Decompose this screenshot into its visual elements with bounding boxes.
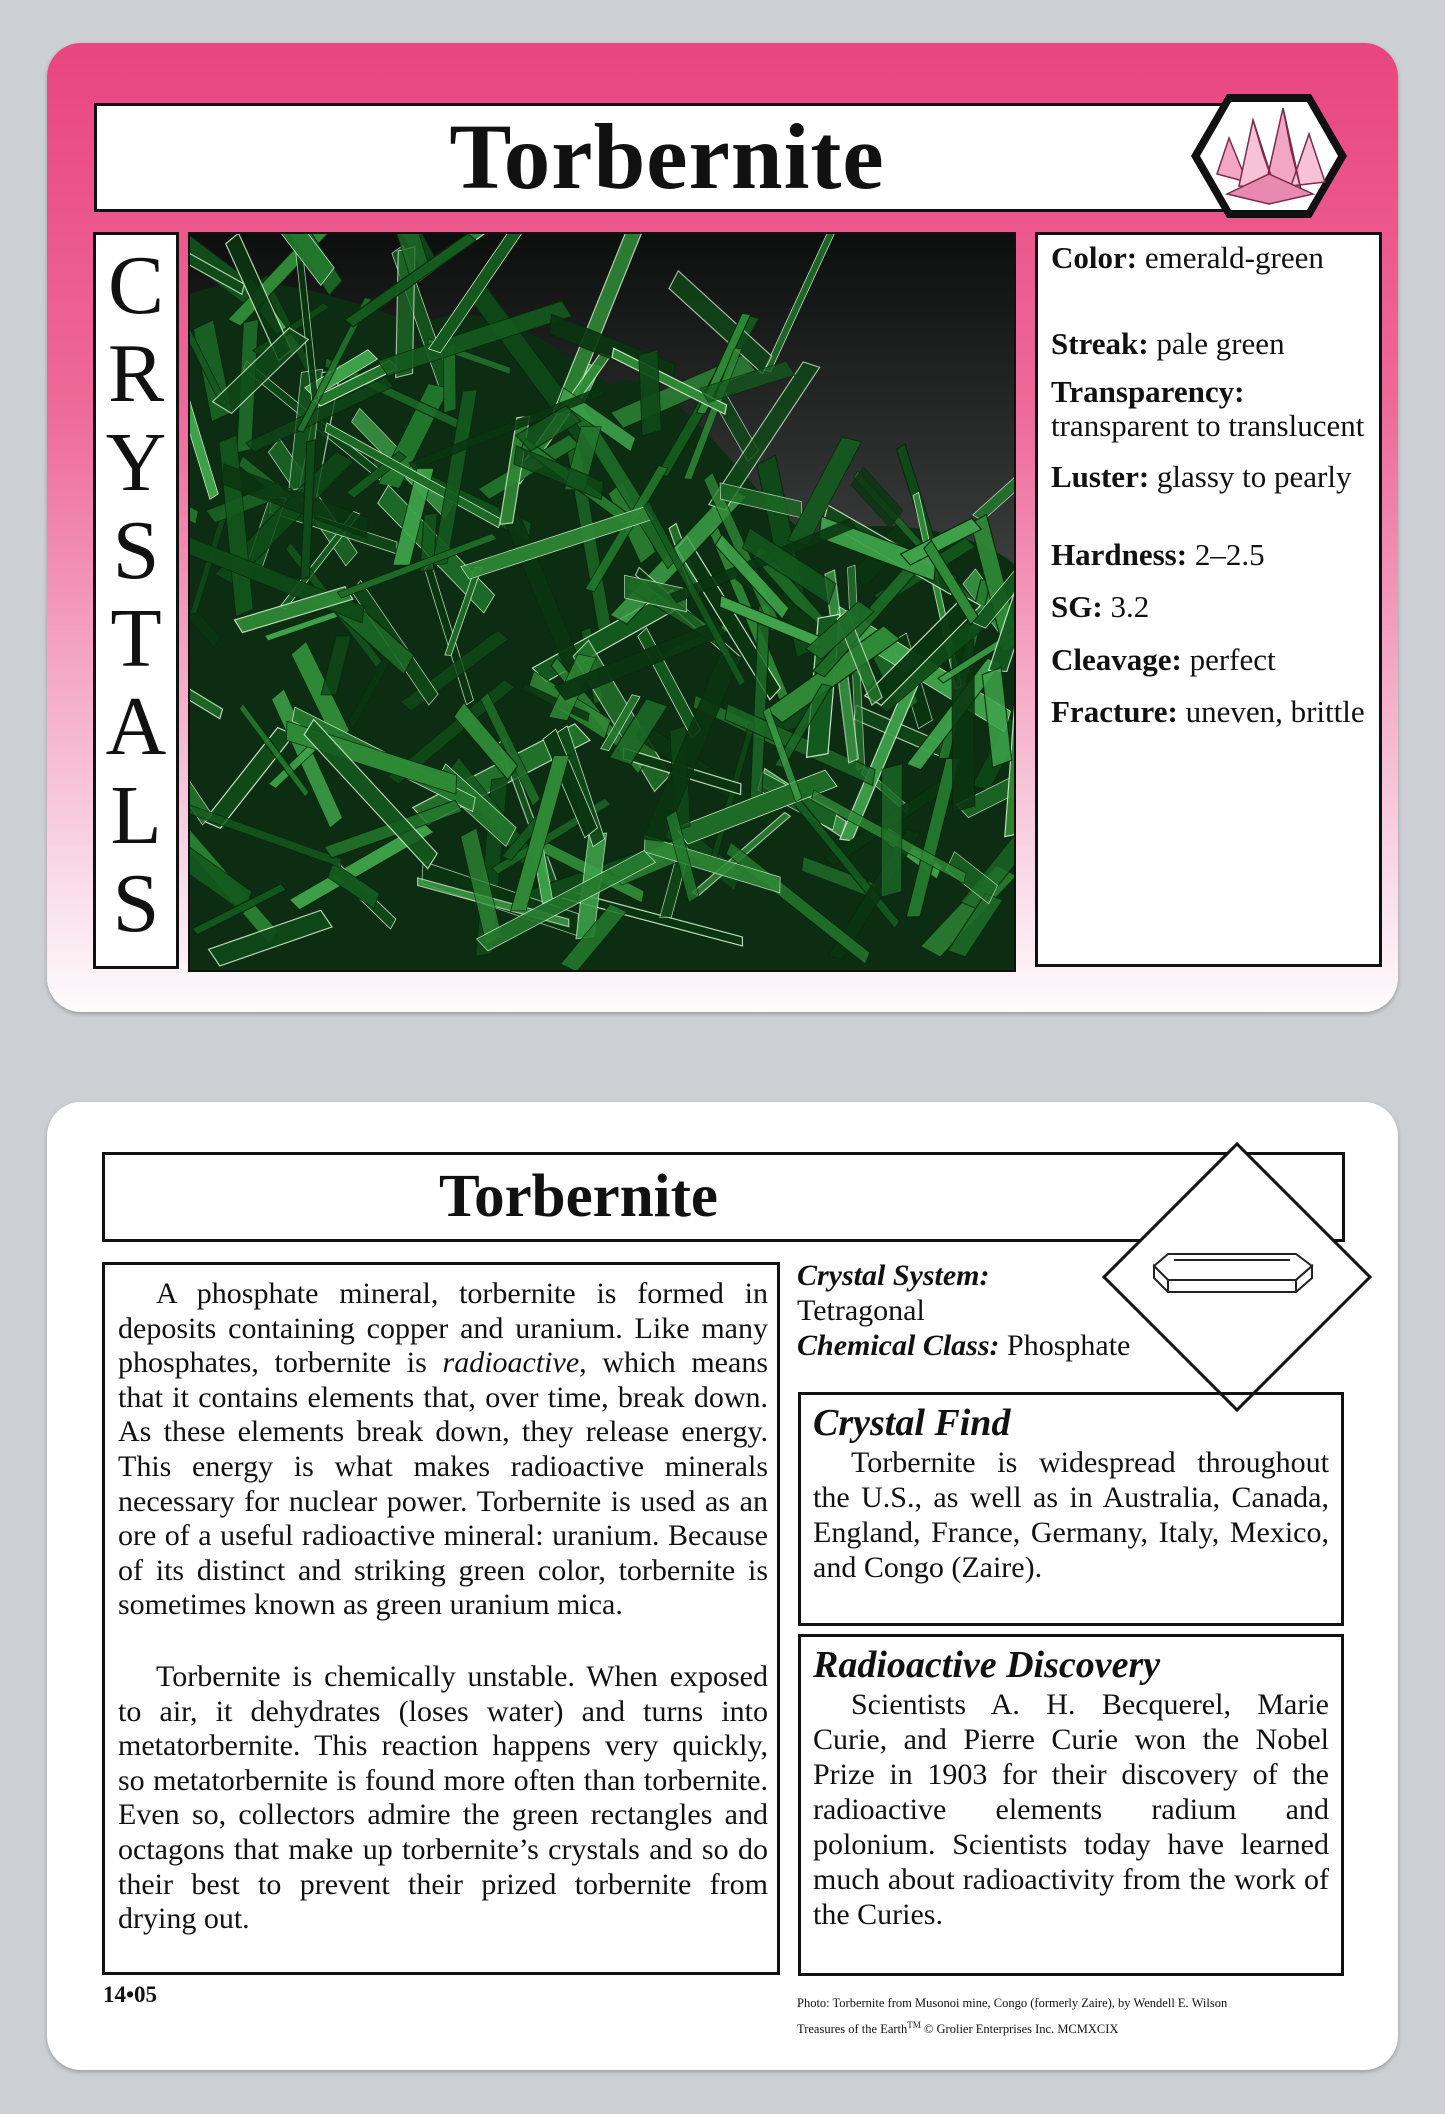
property-label: SG: <box>1051 589 1103 624</box>
tetragonal-crystal-shape-icon <box>1102 1142 1372 1412</box>
property-luster <box>1051 460 1373 494</box>
front-card <box>47 43 1398 1012</box>
property-value: perfect <box>1181 642 1276 677</box>
property-streak <box>1051 327 1373 361</box>
side-label-letter: S <box>112 856 160 950</box>
credits <box>797 1992 1357 2040</box>
side-label-letter: T <box>110 592 162 686</box>
side-label-letter: A <box>105 680 167 774</box>
property-value: emerald-green <box>1137 240 1324 275</box>
property-label: Luster: <box>1051 459 1150 494</box>
side-label-letter: C <box>107 239 165 332</box>
crystal-system-value: Tetragonal <box>797 1294 925 1327</box>
property-value: transparent to translucent <box>1051 408 1365 443</box>
torbernite-specimen-image <box>190 234 1014 970</box>
property-label: Hardness: <box>1051 537 1188 572</box>
properties-panel <box>1035 232 1382 967</box>
property-label: Fracture: <box>1051 694 1178 729</box>
radioactive-discovery-text: Scientists A. H. Becquerel, Marie Curie, and Pierre Curie won the Nobel Prize in 1903 for their discovery of the radioactive elements radium and polonium. Scientists today have learned much about radioactivity from the work of the Curies. <box>813 1688 1329 1931</box>
property-fracture <box>1051 695 1373 729</box>
crystal-find-box <box>798 1392 1344 1626</box>
mineral-photo <box>188 232 1016 972</box>
crystals-side-label <box>93 232 179 969</box>
crystal-find-text: Torbernite is widespread throughout the U.S., as well as in Australia, Canada, England, France, Germany, Italy, Mexico, and Congo (Zaire). <box>813 1446 1329 1584</box>
description-paragraph-1: A phosphate mineral, torbernite is formed in deposits containing copper and uranium. Like many phosphates, torbernite is radioactive, which means that it contains elements that, over time, break down. As these elements break down, they release energy. This energy is what makes radioactive minerals necessary for nuclear power. Torbernite is used as an ore of a useful radioactive mineral: uranium. Because of its distinct and striking green color, torbernite is sometimes known as green uranium mica. <box>118 1277 768 1622</box>
copyright-line: Treasures of the Earth™ © Grolier Enterprises Inc. MCMXCIX <box>797 2020 1119 2037</box>
radioactive-discovery-box <box>798 1634 1344 1976</box>
back-card <box>47 1102 1398 2070</box>
property-value: 3.2 <box>1102 589 1150 624</box>
photo-credit: Photo: Torbernite from Musonoi mine, Congo (formerly Zaire), by Wendell E. Wilson <box>797 1996 1228 2010</box>
property-label: Transparency: <box>1051 374 1245 409</box>
property-value: pale green <box>1148 326 1285 361</box>
chemical-class-value: Phosphate <box>1007 1329 1131 1362</box>
front-title-bar <box>94 103 1240 212</box>
radioactive-discovery-heading: Radioactive Discovery <box>813 1644 1161 1686</box>
crystal-find-heading: Crystal Find <box>813 1402 1011 1444</box>
card-number: 14•05 <box>103 1982 158 2007</box>
front-title: Torbernite <box>449 106 885 209</box>
back-title: Torbernite <box>439 1163 718 1230</box>
crystal-system-label: Crystal System: <box>797 1259 990 1292</box>
property-cleavage <box>1051 643 1373 677</box>
side-label-letter: S <box>112 503 160 597</box>
property-value: glassy to pearly <box>1149 459 1352 494</box>
property-hardness <box>1051 538 1373 572</box>
property-value: uneven, brittle <box>1177 694 1365 729</box>
side-label-letters <box>96 239 176 950</box>
description-paragraph-2: Torbernite is chemically unstable. When exposed to air, it dehydrates (loses water) and turns into metatorbernite. This reaction happens very quickly, so metatorbernite is found more often than torbernite. Even so, collectors admire the green rectangles and octagons that make up torbernite’s crystals and so do their best to prevent their prized torbernite from drying out. <box>118 1660 768 1936</box>
property-sg <box>1051 590 1373 624</box>
property-label: Color: <box>1051 240 1138 275</box>
description-box <box>102 1262 780 1975</box>
crystal-cluster-icon <box>1187 90 1351 222</box>
property-label: Streak: <box>1051 326 1149 361</box>
side-label-letter: L <box>110 768 162 862</box>
property-color <box>1051 241 1373 275</box>
property-transparency <box>1051 375 1373 443</box>
crystal-blade <box>877 763 906 898</box>
chemical-class-label: Chemical Class: <box>797 1329 1000 1362</box>
property-label: Cleavage: <box>1051 642 1182 677</box>
property-value: 2–2.5 <box>1187 537 1265 572</box>
side-label-letter: Y <box>105 415 167 509</box>
side-label-letter: R <box>107 327 165 421</box>
crystal-blade <box>638 350 661 436</box>
